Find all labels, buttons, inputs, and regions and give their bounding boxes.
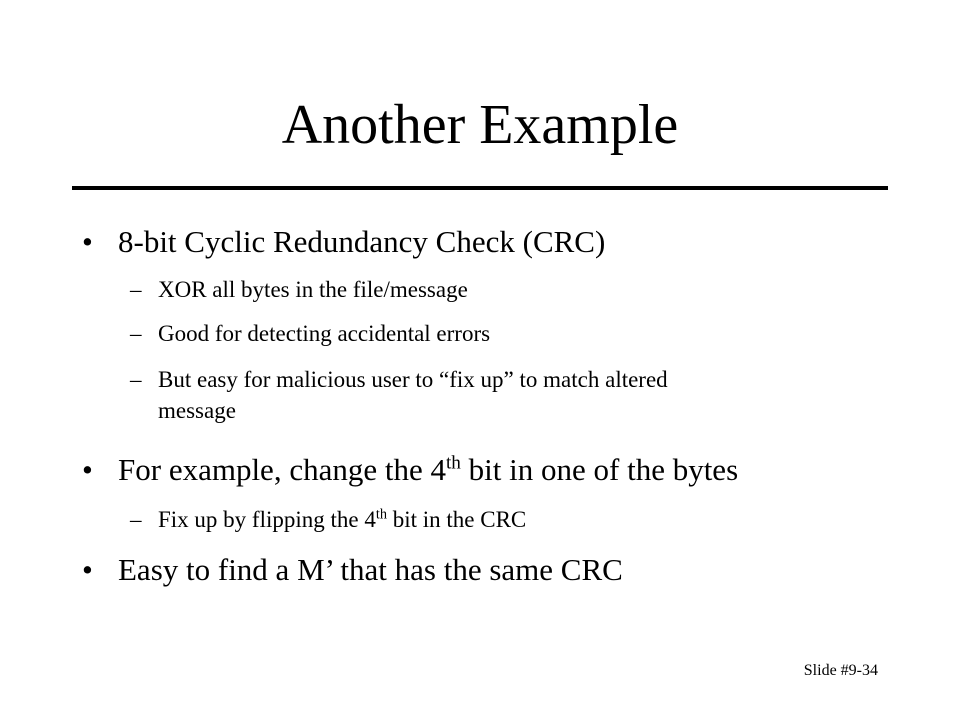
bullet-text-after: bit in one of the bytes bbox=[460, 452, 739, 487]
slide-number: Slide #9-34 bbox=[803, 662, 878, 679]
sub-bullet-text-before: Fix up by flipping the 4 bbox=[158, 507, 376, 532]
sub-bullet-text-after: bit in the CRC bbox=[386, 507, 527, 532]
slide-title: Another Example bbox=[281, 94, 679, 156]
superscript: th bbox=[445, 452, 461, 474]
bullet-item bbox=[82, 452, 738, 488]
sub-bullet-item bbox=[130, 364, 668, 426]
sub-bullet-item bbox=[130, 318, 490, 349]
superscript: th bbox=[375, 506, 387, 523]
bullet-glyph: • bbox=[82, 224, 93, 259]
dash-glyph: – bbox=[130, 507, 142, 532]
sub-bullet-text-continued: message bbox=[158, 398, 236, 423]
bullet-text: 8-bit Cyclic Redundancy Check (CRC) bbox=[118, 224, 606, 259]
sub-bullet-item bbox=[130, 504, 526, 535]
dash-glyph: – bbox=[130, 321, 142, 346]
bullet-glyph: • bbox=[82, 552, 93, 587]
bullet-text: Easy to find a M’ that has the same CRC bbox=[118, 552, 623, 587]
sub-bullet-text: Good for detecting accidental errors bbox=[158, 321, 491, 346]
sub-bullet-item bbox=[130, 274, 468, 305]
dash-glyph: – bbox=[130, 277, 142, 302]
bullet-item bbox=[82, 552, 623, 588]
dash-glyph: – bbox=[130, 367, 142, 392]
bullet-glyph: • bbox=[82, 452, 93, 487]
sub-bullet-text: But easy for malicious user to “fix up” to match altered bbox=[158, 367, 668, 392]
bullet-text-before: For example, change the 4 bbox=[118, 452, 446, 487]
sub-bullet-text: XOR all bytes in the file/message bbox=[158, 277, 468, 302]
title-divider bbox=[72, 186, 888, 190]
bullet-item bbox=[82, 224, 605, 260]
